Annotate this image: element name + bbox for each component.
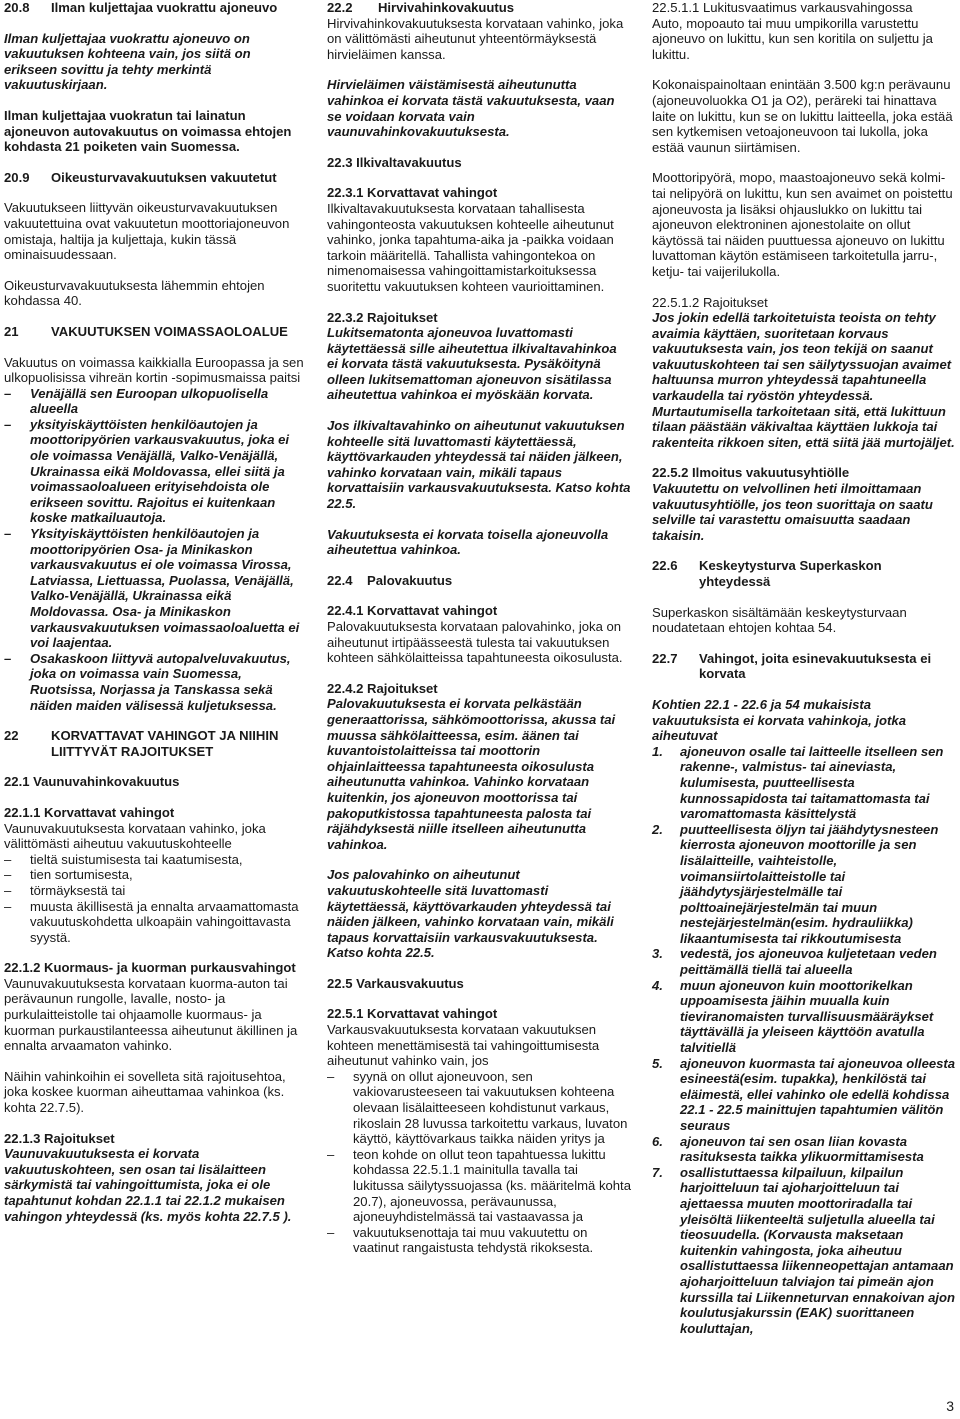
heading-22-1-2: 22.1.2 Kuormaus- ja kuorman purkausvahingot bbox=[4, 960, 296, 976]
list-22-5-1 bbox=[327, 1069, 631, 1256]
list-item: – törmäyksestä tai bbox=[4, 882, 126, 898]
paragraph: Hirvieläimen väistämisestä aiheutunutta vahinkoa ei korvata tästä vakuutuksesta, vaan se voidaan korvata vain vaunuvahinkovakuutuksesta. bbox=[327, 77, 615, 140]
heading-22-5-1-1: 22.5.1.1 Lukitusvaatimus varkausvahingossa bbox=[652, 0, 913, 15]
heading-22-7: 22.7 Vahingot, joita esinevakuutuksesta ei korvata bbox=[652, 650, 932, 682]
heading-22-1-1: 22.1.1 Korvattavat vahingot bbox=[4, 804, 175, 820]
list-item: – teon kohde on ollut teon tapahtuessa lukittu kohdassa 22.5.1.1 mainitulla tavalla tai lukitussa säilytyssuojassa (ks. määritelmä kohta 20.7), ajoneuvossa, perävaunussa, ajoneuyhdistelmässä tai vastaavassa ja bbox=[327, 1146, 631, 1225]
list-item: – tien sortumisesta, bbox=[4, 867, 133, 883]
page-number: 3 bbox=[946, 1398, 954, 1415]
paragraph: Hirvivahinkovakuutuksesta korvataan vahinko, joka on välittömästi aiheutunut yhteentörmäyksestä hirvieläimen kanssa. bbox=[327, 15, 624, 62]
list-item: – yksityiskäyttöisten henkilöautojen ja moottoripyörien varkausvakuutus, joka ei ole voimassa Venäjällä, Valko-Venäjällä, Ukrainassa eikä Moldovassa, ellei siitä ja voimassaoloalueen erityisehdoista ole erikseen sovittu. Rajoitus ei kuitenkaan koske matkailuautoja. bbox=[4, 416, 290, 526]
paragraph: Jos ilkivaltavahinko on aiheutunut vakuutuksen kohteelle sitä luvattomasti käytettäessä, käyttövarkauden yhteydessä tai näiden jälkeen, vahinko korvataan vain, mikäli tapaus korvattaisiin varkausvakuutuksesta. Katso kohta 22.5. bbox=[327, 418, 631, 512]
heading-22-4: 22.4 Palovakuutus bbox=[327, 572, 453, 588]
list-item: – muusta äkillisestä ja ennalta arvaamattomasta vakuutuskohdetta ulkoapäin vahingoittavasta syystä. bbox=[4, 898, 299, 945]
paragraph: Näihin vahinkoihin ei sovelleta sitä rajoitusehtoa, joka koskee kuorman aiheuttamaa vahinkoa (ks. kohta 22.7.5). bbox=[4, 1068, 286, 1116]
paragraph: Auto, mopoauto tai muu umpikorilla varustettu ajoneuvo on lukittu, kun sen koritila on suljettu ja lukittu. bbox=[652, 15, 933, 62]
heading-22-3-2: 22.3.2 Rajoitukset bbox=[327, 309, 438, 325]
list-item: 7. osallistuttaessa kilpailuun, kilpailun harjoitteluun tai ajoharjoitteluun tai ajettaessa muuten moottoriradalla tai yleisöltä liikenteeltä suljetulla alueella tai tieosuudella. (Korvausta maksetaan kuitenkin vahingosta, joka aiheutuu osallistuttaessa liikenneopettajan antamaan ajoharjoitteluun talviajon tai pimeän ajon kurssilla tai Liikenneturvan ennakoivan ajon koulutusjakurssin (EAK) suorittaneen kouluttajan, bbox=[652, 1164, 956, 1336]
paragraph: Lukitsematonta ajoneuvoa luvattomasti käytettäessä sille aiheutettua ilkivaltavahinkoa ei korvata tästä vakuutuksesta. Pysäköitynä olleen lukitsemattoman ajoneuvon sisätilassa aiheutettua vahinkoa ei myöskään korvata. bbox=[327, 325, 617, 403]
paragraph: Ilman kuljettajaa vuokratun tai lainatun ajoneuvon autovakuutus on voimassa ehtojen kohdasta 21 poiketen vain Suomessa. bbox=[4, 107, 292, 155]
paragraph: Kohtien 22.1 - 22.6 ja 54 mukaisista vakuutuksista ei korvata vahinkoja, jotka aiheutuvat bbox=[652, 696, 906, 744]
heading-22: 22 KORVATTAVAT VAHINGOT JA NIIHIN LIITTYVÄT RAJOITUKSET bbox=[4, 728, 279, 759]
list-item: 6. ajoneuvon tai sen osan liian kovasta rasituksesta taikka ylikuormittamisesta bbox=[652, 1133, 924, 1165]
heading-22-5-2: 22.5.2 Ilmoitus vakuutusyhtiölle bbox=[652, 465, 850, 481]
heading-22-2: 22.2 Hirvivahinkovakuutus bbox=[327, 0, 515, 15]
heading-22-3-1: 22.3.1 Korvattavat vahingot bbox=[327, 185, 498, 201]
list-item: 5. ajoneuvon kuormasta tai ajoneuvoa olleesta esineestä(esim. tupakka), henkilöstä tai eläimestä, ellei vahinko ole edellä kohdissa 22.1 - 22.5 mainittujen tapahtumien välitön seuraus bbox=[652, 1055, 956, 1133]
heading-22-6: 22.6 Keskeytysturva Superkaskon yhteydessä bbox=[652, 558, 882, 589]
paragraph: Vakuutuksesta ei korvata toisella ajoneuvolla aiheutettua vahinkoa. bbox=[327, 526, 609, 558]
paragraph: Ilkivaltavakuutuksesta korvataan tahallisesta vahingonteosta vakuutuksen kohteelle aiheutunut vahinko, jonka tapahtuma-aika ja -paikka voidaan tarkoin määritellä. Tahallista vahingontekoa on nimenomaisessa vahingoittamistarkoituksessa suoritettu vakuutuksen kohteen vaurioittaminen. bbox=[327, 200, 614, 294]
paragraph: Vakuutettu on velvollinen heti ilmoittamaan vakuutusyhtiölle, jos teon suorittaja on saatu selville tai varastettu omaisuutta saadaan takaisin. bbox=[652, 481, 933, 543]
heading-20-9: 20.9 Oikeusturvavakuutuksen vakuutetut bbox=[4, 169, 277, 185]
paragraph: Kokonaispainoltaan enintään 3.500 kg:n perävaunu (ajoneuvoluokka O1 ja O2), peräreki tai hinattava laite on lukittu, kun se on lukittu laitteella, joka estää sen kytkemisen vetoajoneuvoon tai lukolla, joka estää vaunun siirtämisen. bbox=[652, 77, 953, 155]
heading-22-4-2: 22.4.2 Rajoitukset bbox=[327, 680, 438, 696]
heading-22-5: 22.5 Varkausvakuutus bbox=[327, 975, 464, 991]
list-item: 3. vedestä, jos ajoneuvoa kuljetetaan veden peittämällä tiellä tai alueella bbox=[652, 946, 937, 978]
list-item: 4. muun ajoneuvon kuin moottorikelkan uppoamisesta jäihin muualla kuin tieviranomaisten turvallisuusmääräykset täyttävällä ja yleiseen käyttöön avatulla talvitiellä bbox=[652, 977, 934, 1056]
paragraph: Superkaskon sisältämään keskeytysturvaan noudatetaan ehtojen kohtaa 54. bbox=[652, 604, 907, 636]
paragraph: Vaunuvakuutuksesta korvataan kuorma-auton tai perävaunun rungolle, lavalle, nosto- ja purkulaitteistolle tai ohjaamolle kuormaus- ja kuorman purkaustilanteessa aiheutunut äkillinen ja ennalta arvaamaton vahinko. bbox=[4, 975, 298, 1054]
column-3 bbox=[652, 0, 956, 1336]
column-1 bbox=[4, 0, 307, 1239]
list-21 bbox=[4, 386, 307, 713]
heading-22-4-1: 22.4.1 Korvattavat vahingot bbox=[327, 603, 498, 619]
list-22-7 bbox=[652, 744, 956, 1337]
paragraph: Jos jokin edellä tarkoitetuista teoista on tehty avaimia käyttäen, suoritetaan korvaus vakuutuksesta vain, jos teon tekijä on saanut vakuutuskohteen tai sen säilytyssuojan avaimet haltuunsa murron yhteydessä tapahtuneella varkaudella tai ryöstön yhteydessä. Murtautumisella tarkoitetaan sitä, että lukittuun tilaan päästään väkivaltaa käyttäen lukkoja tai rakenteita rikkoen siten, että siitä jää murtojäljet. bbox=[652, 310, 955, 450]
paragraph: Jos palovahinko on aiheutunut vakuutuskohteelle sitä luvattomasti käytettäessä, käyttövarkauden yhteydessä tai näiden jälkeen, vahinko korvataan vain, mikäli tapaus korvattaisiin varkausvakuutuksesta. Katso kohta 22.5. bbox=[327, 867, 614, 961]
list-item: – Osakaskoon liittyvä autopalveluvakuutus, joka on voimassa vain Suomessa, Ruotsissa, Norjassa ja Tanskassa sekä näiden maiden välisessä kuljetuksessa. bbox=[4, 650, 291, 713]
paragraph: Vaunuvakuutuksesta korvataan vahinko, joka välittömästi aiheutuu vakuutuskohteelle bbox=[4, 820, 266, 852]
list-item: – vakuutuksenottaja tai muu vakuutettu on vaatinut rangaistusta tehdystä rikoksesta. bbox=[327, 1224, 594, 1256]
column-2 bbox=[327, 0, 631, 1271]
list-item: 1. ajoneuvon osalle tai laitteelle itselleen sen rakenne-, valmistus- tai aineviasta, kulumisesta, puutteellisesta kunnossapidosta tai taitamattomasta tai varomattomasta käsittelystä bbox=[652, 743, 944, 822]
heading-22-5-1-2: 22.5.1.2 Rajoitukset bbox=[652, 294, 768, 310]
paragraph: Ilman kuljettajaa vuokrattu ajoneuvo on vakuutuksen kohteena vain, jos siitä on erikseen sovittu ja tehty merkintä vakuutuskirjaan. bbox=[4, 30, 251, 93]
paragraph: Oikeusturvavakuutuksesta lähemmin ehtojen kohdassa 40. bbox=[4, 277, 265, 309]
heading-22-1-3: 22.1.3 Rajoitukset bbox=[4, 1130, 115, 1146]
heading-21: 21 VAKUUTUKSEN VOIMASSAOLOALUE bbox=[4, 323, 288, 339]
paragraph: Varkausvakuutuksesta korvataan vakuutuksen kohteen menettämisestä tai vahingoittumisesta aiheutunut vahinko vain, jos bbox=[327, 1022, 600, 1069]
heading-20-8: 20.8 Ilman kuljettajaa vuokrattu ajoneuvo bbox=[4, 0, 278, 15]
list-item: – Venäjällä sen Euroopan ulkopuolisella alueella bbox=[4, 385, 269, 417]
heading-22-3: 22.3 Ilkivaltavakuutus bbox=[327, 154, 462, 170]
paragraph: Moottoripyörä, mopo, maastoajoneuvo sekä kolmi- tai nelipyörä on lukittu, kun sen avaimet on poistettu ajoneuvosta ja lisäksi ohjauslukko on lukittu tai ajoneuvon elektroninen ajonestolaite on ollut käytössä tai näiden puuttuessa ajoneuvo on lukittu luvattoman käytön estämiseen tarkoitetulla jarru-, ketju- tai vaijerilukolla. bbox=[652, 170, 953, 279]
paragraph: Vakuutukseen liittyvän oikeusturvavakuutuksen vakuutettuina ovat vakuutetun moottoriajoneuvon omistaja, haltija ja kuljettaja, kukin tässä ominaisuudessaan. bbox=[4, 200, 290, 263]
list-item: 2. puutteellisesta öljyn tai jäähdytysnesteen kierrosta ajoneuvon moottorille ja sen lisälaitteille, vaihteistolle, voimansiirtolaitteistolle tai jäähdytysjärjestelmälle tai polttoainejärjestelmän tai muun nestejärjestelmän(esim. hydrauliikka) likaantumisesta tai rikkoutumisesta bbox=[652, 821, 939, 946]
paragraph: Vaunuvakuutuksesta ei korvata vakuutuskohteen, sen osan tai lisälaitteen särkymistä tai vahingoittumista, joka ei ole tapahtunut kohdan 22.1.1 tai 22.1.2 mukaisen vahingon yhteydessä (ks. myös kohta 22.7.5 ). bbox=[4, 1146, 292, 1224]
list-item: – tieltä suistumisesta tai kaatumisesta, bbox=[4, 851, 243, 867]
list-22-1-1 bbox=[4, 852, 307, 946]
paragraph: Vakuutus on voimassa kaikkialla Euroopassa ja sen ulkopuolisissa vihreän kortin -sopimusmaissa paitsi bbox=[4, 354, 304, 386]
list-item: – syynä on ollut ajoneuvoon, sen vakiovarusteeseen tai vakuutuksen kohteena olevaan lisälaitteeseen kohdistunut varkaus, rikoslain 28 luvussa tarkoitettu varkaus, luvaton käyttö, käyttövarkaus taikka näiden yritys ja bbox=[327, 1068, 628, 1147]
heading-22-5-1: 22.5.1 Korvattavat vahingot bbox=[327, 1006, 498, 1022]
list-item: – Yksityiskäyttöisten henkilöautojen ja moottoripyörien Osa- ja Minikaskon varkausvakuutus ei ole voimassa Virossa, Latviassa, Liettuassa, Puolassa, Venäjällä, Valko-Venäjällä, Ukrainassa eikä Moldovassa. Osa- ja Minikaskon varkausvakuutuksen voimassaoloaluetta ei voi laajentaa. bbox=[4, 526, 300, 651]
heading-22-1: 22.1 Vaunuvahinkovakuutus bbox=[4, 774, 180, 790]
paragraph: Palovakuutuksesta korvataan palovahinko, joka on aiheutunut irtipäässeestä tulesta tai vakuutuksen kohteen sähkölaitteissa tapahtuneesta oikosulusta. bbox=[327, 619, 623, 666]
paragraph: Palovakuutuksesta ei korvata pelkästään generaattorissa, sähkömoottorissa, akussa tai muussa sähkölaitteessa, esim. äänen tai kuvantoistolaitteissa tai moottorin ohjainlaitteessa tapahtuneesta oikosulusta aiheutunutta vahinkoa. Vahinko korvataan kuitenkin, jos ajoneuvon moottorissa tai pakoputkistossa tapahtuneesta palosta tai räjähdyksestä niille itselleen aiheutunutta vahinkoa. bbox=[327, 696, 616, 852]
